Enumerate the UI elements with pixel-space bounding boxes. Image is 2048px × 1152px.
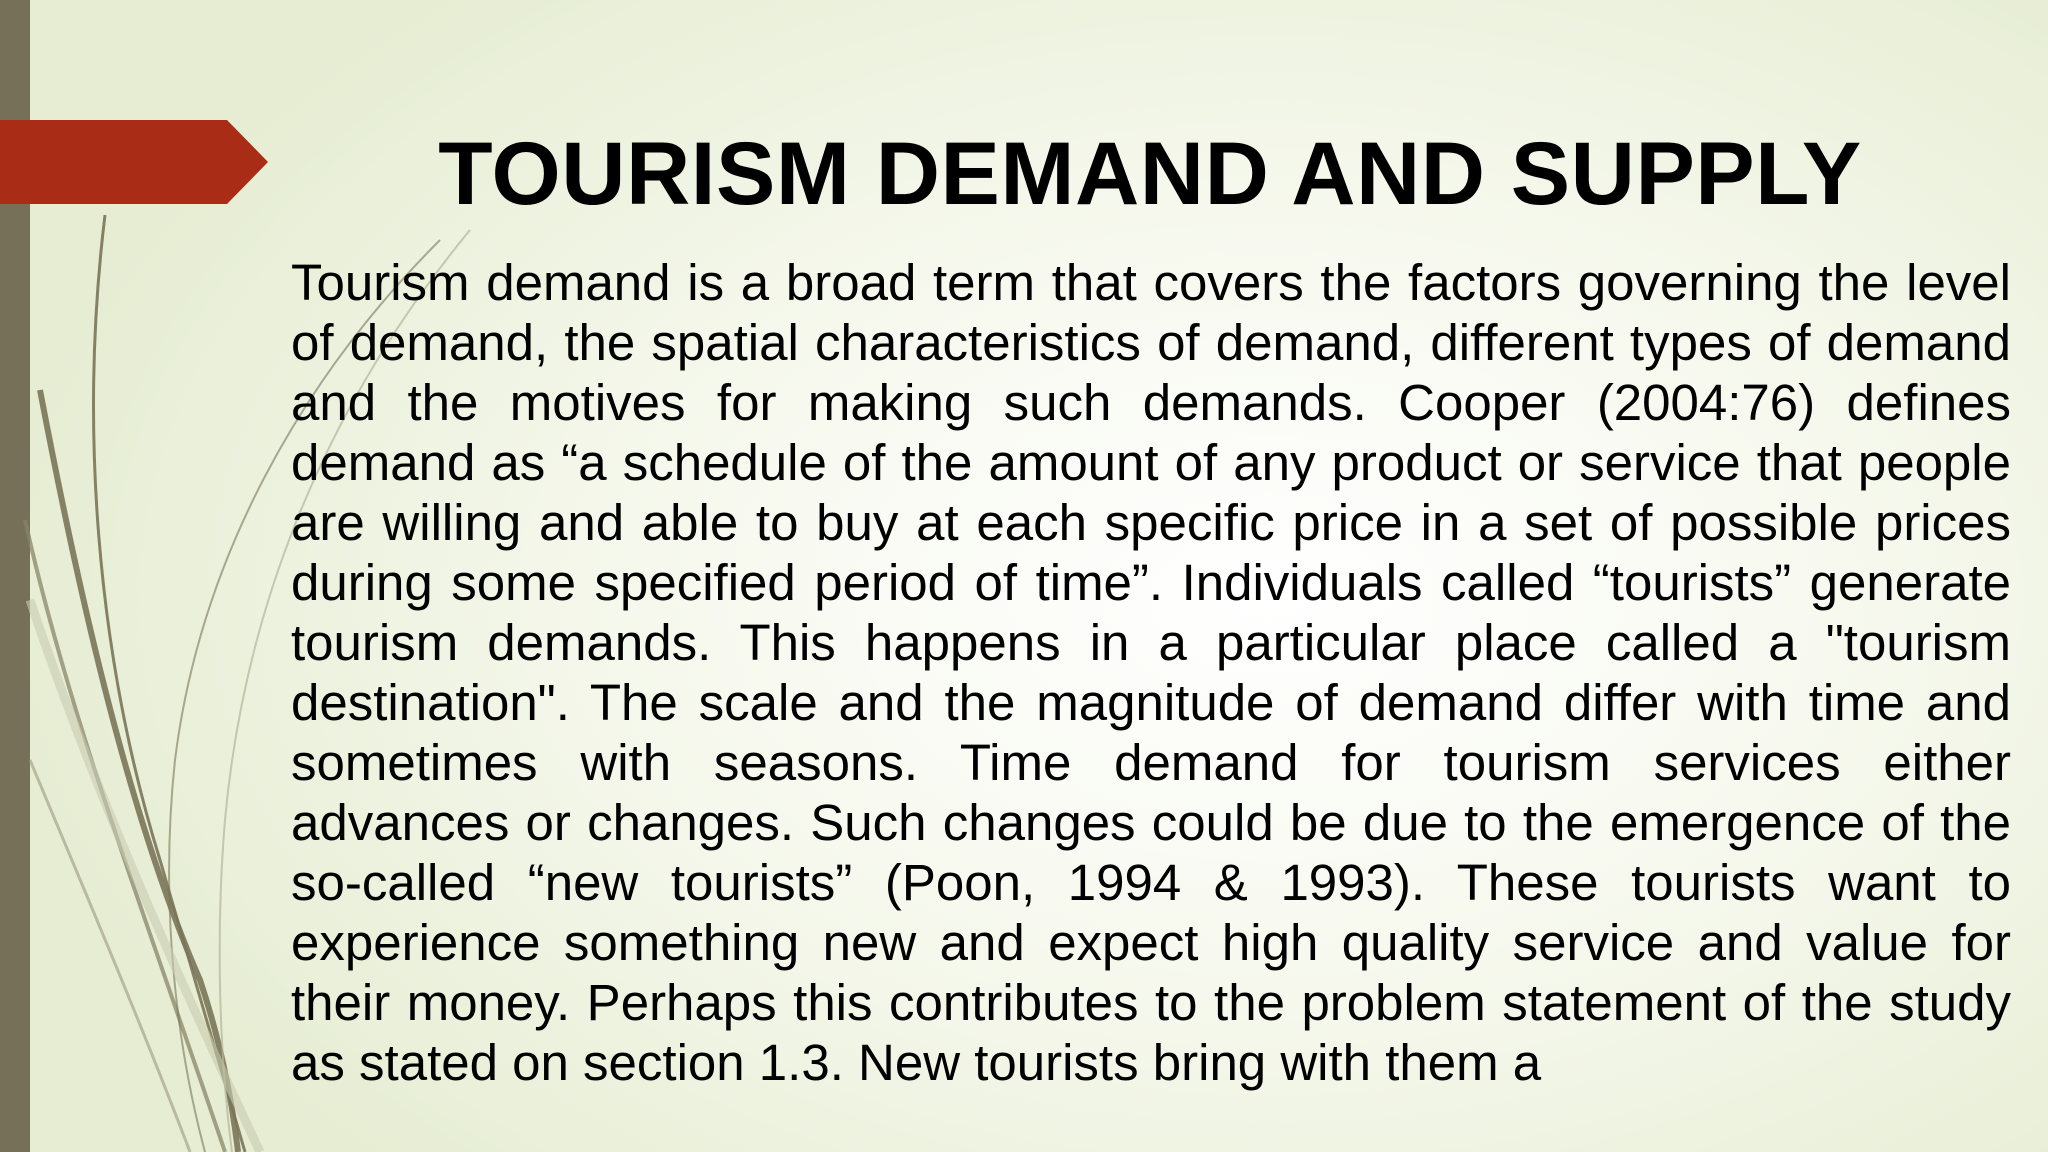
slide-title: TOURISM DEMAND AND SUPPLY	[438, 123, 1862, 223]
slide-body-text: Tourism demand is a broad term that covers the factors governing the level of demand, the spatial characteristics of demand, different types of demand and the motives for making such demands. Cooper (2004:76) defines demand as “a schedule of the amount of any product or service that people are willing and able to buy at each specific price in a set of possible prices during some specified period of time”. Individuals called “tourists” generate tourism demands. This happens in a particular place called a "tourism destination". The scale and the magnitude of demand differ with time and sometimes with seasons. Time demand for tourism services either advances or changes. Such changes could be due to the emergence of the so-called “new tourists” (Poon, 1994 & 1993). These tourists want to experience something new and expect high quality service and value for their money. Perhaps this contributes to the problem statement of the study as stated on section 1.3. New tourists bring with them a	[291, 254, 2011, 1091]
accent-arrow-shape	[0, 120, 268, 204]
